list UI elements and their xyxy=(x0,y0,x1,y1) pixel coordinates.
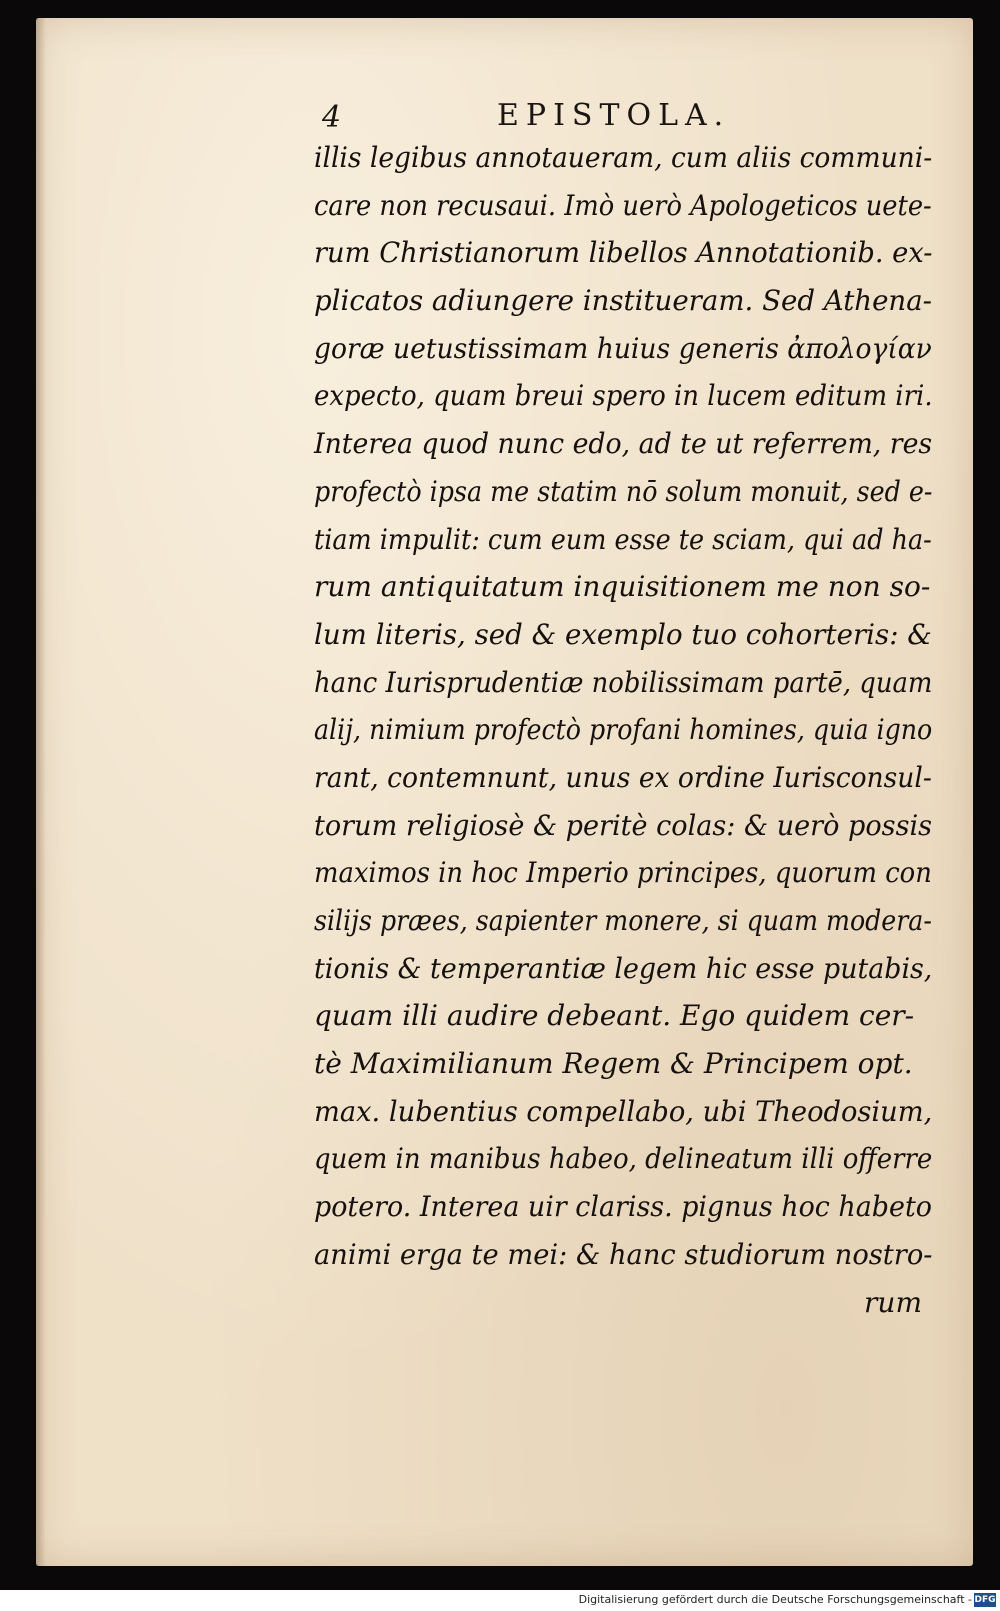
text-line: torum religiosè & peritè colas: & uerò possis xyxy=(314,808,933,842)
text-line: care non recusaui. Imò uerò Apologeticos uete- xyxy=(314,188,932,222)
page-gutter-shadow xyxy=(36,18,46,1566)
text-line: goræ uetustissimam huius generis ἀπολογίαν xyxy=(314,331,932,365)
running-head: EPISTOLA. xyxy=(497,98,731,133)
text-line: quem in manibus habeo, delineatum illi offerre xyxy=(314,1142,933,1176)
text-line: silijs præes, sapienter monere, si quam modera- xyxy=(314,904,932,937)
text-line: rum Christianorum libellos Annotationib. ex- xyxy=(314,236,933,270)
text-line: max. lubentius compellabo, ubi Theodosium, xyxy=(314,1094,933,1128)
text-line: lum literis, sed & exemplo tuo cohorteris: & xyxy=(314,617,932,651)
text-line: plicatos adiungere institueram. Sed Athena- xyxy=(314,284,933,318)
text-line: tè Maximilianum Regem & Principem opt. xyxy=(314,1047,913,1081)
text-line: tiam impulit: cum eum esse te sciam, qui ad ha- xyxy=(314,522,932,556)
dfg-logo: DFG xyxy=(974,1595,996,1605)
text-line: animi erga te mei: & hanc studiorum nostro- xyxy=(314,1237,933,1271)
text-line: hanc Iurisprudentiæ nobilissimam partē, quam xyxy=(314,665,933,699)
text-line: potero. Interea uir clariss. pignus hoc habeto xyxy=(314,1190,932,1224)
text-line: rant, contemnunt, unus ex ordine Iurisconsul- xyxy=(314,760,932,794)
text-line: illis legibus annotaueram, cum aliis communi- xyxy=(314,141,933,174)
text-line: rum antiquitatum inquisitionem me non so- xyxy=(314,570,931,604)
text-line: maximos in hoc Imperio principes, quorum con xyxy=(314,856,932,890)
text-line: alij, nimium profectò profani homines, quia igno xyxy=(314,713,933,747)
text-line: profectò ipsa me statim nō solum monuit, sed e- xyxy=(314,474,933,508)
text-line: Interea quod nunc edo, ad te ut referrem, res xyxy=(314,427,933,461)
text-line: expecto, quam breui spero in lucem editum iri. xyxy=(314,379,933,413)
digitization-credit: Digitalisierung gefördert durch die Deutsche Forschungsgemeinschaft - xyxy=(578,1593,972,1606)
footer-bar xyxy=(0,1590,1000,1611)
body-text xyxy=(314,134,932,1326)
catchword: rum xyxy=(864,1285,922,1319)
text-line: tionis & temperantiæ legem hic esse putabis, xyxy=(314,951,933,985)
text-line: quam illi audire debeant. Ego quidem cer- xyxy=(314,999,915,1033)
page-number: 4 xyxy=(322,100,342,135)
